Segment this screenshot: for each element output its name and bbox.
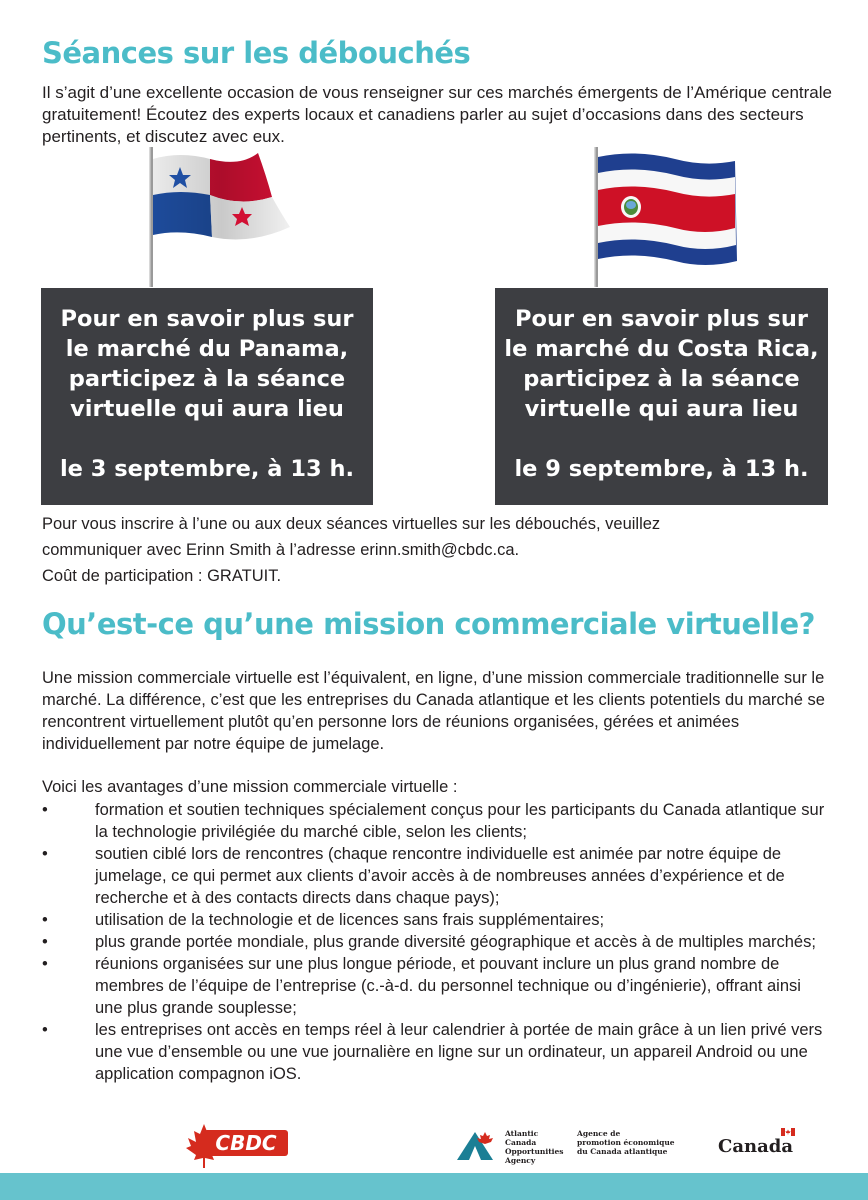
acoa-emblem-icon: [455, 1128, 499, 1162]
list-item: • réunions organisées sur une plus longue période, et pouvant inclure un plus grand nombre de membres de l’équipe de l’entreprise (c.-à-d. du personnel technique ou d’ingénierie), offrant ainsi une plus grande souplesse;: [42, 955, 801, 1017]
panama-line-1: Pour en savoir plus sur: [60, 306, 354, 332]
panama-line-4: virtuelle qui aura lieu: [70, 396, 344, 422]
list-item: • utilisation de la technologie et de licences sans frais supplémentaires;: [42, 911, 605, 929]
advantages-intro: Voici les avantages d’une mission commerciale virtuelle :: [42, 778, 458, 796]
canada-flag-icon: [781, 1128, 795, 1136]
panama-session-date: le 3 septembre, à 13 h.: [59, 456, 355, 482]
cbdc-logo: [184, 1122, 296, 1166]
costa-rica-line-2: le marché du Costa Rica,: [504, 336, 819, 362]
footer-band: [0, 1173, 868, 1200]
panama-session-box: [41, 288, 373, 505]
bullet-icon: •: [42, 955, 48, 973]
registration-cost: Coût de participation : GRATUIT.: [42, 567, 282, 585]
bullet-icon: •: [42, 845, 48, 863]
costa-rica-line-4: virtuelle qui aura lieu: [524, 396, 799, 422]
sponsor-logos: [0, 1118, 868, 1168]
list-item: • formation et soutien techniques spécialement conçus pour les participants du Canada atlantique sur la technologie privilégiée du marché cible, selon les clients;: [42, 801, 825, 841]
list-item: • les entreprises ont accès en temps réel à leur calendrier à portée de main grâce à un lien privé vers une vue d’ensemble ou une vue journalière en ligne sur un ordinateur, un appareil Android ou une application compagnon iOS.: [42, 1021, 823, 1083]
costa-rica-line-1: Pour en savoir plus sur: [515, 306, 808, 332]
canada-wordmark: Canada: [718, 1136, 793, 1157]
panama-line-2: le marché du Panama,: [65, 336, 349, 362]
panama-flag-image: [140, 145, 300, 287]
costa-rica-session-date: le 9 septembre, à 13 h.: [514, 456, 809, 482]
acoa-logo: [455, 1128, 675, 1164]
bullet-icon: •: [42, 801, 48, 819]
costa-rica-line-3: participez à la séance: [523, 366, 800, 392]
bullet-icon: •: [42, 933, 48, 951]
costa-rica-session-box: [495, 288, 828, 505]
acoa-name-en: Atlantic Canada Opportunities Agency: [505, 1129, 564, 1165]
list-item: • soutien ciblé lors de rencontres (chaque rencontre individuelle est animée par notre équipe de jumelage, ce qui permet aux clients d’avoir accès à de nombreuses années d’expérience et de recherche et à des contacts directs dans chaque pays);: [42, 845, 785, 907]
bullet-icon: •: [42, 1021, 48, 1039]
advantages-list: [42, 799, 832, 1085]
list-item: • plus grande portée mondiale, plus grande diversité géographique et accès à de multiples marchés;: [42, 933, 816, 951]
registration-line-2: communiquer avec Erinn Smith à l’adresse erinn.smith@cbdc.ca.: [42, 541, 520, 559]
acoa-name-fr: Agence de promotion économique du Canada atlantique: [577, 1129, 675, 1156]
bullet-icon: •: [42, 911, 48, 929]
registration-line-1: Pour vous inscrire à l’une ou aux deux séances virtuelles sur les débouchés, veuillez: [42, 515, 661, 533]
panama-line-3: participez à la séance: [68, 366, 346, 392]
virtual-mission-description: Une mission commerciale virtuelle est l’équivalent, en ligne, d’une mission commerciale traditionnelle sur le marché. La différence, c’est que les entreprises du Canada atlantique et les clients potentiels du marché se rencontrent virtuellement plutôt qu’en personne lors de réunions organisées, gérées et animées individuellement par notre équipe de jumelage.: [42, 669, 825, 753]
registration-info: [42, 511, 842, 589]
intro-paragraph: Il s’agit d’une excellente occasion de vous renseigner sur ces marchés émergents de l’Amérique centrale gratuitement! Écoutez des experts locaux et canadiens parler au sujet d’occasions dans des secteurs pertinents, et discutez avec eux.: [42, 83, 832, 146]
costa-rica-flag-image: [585, 145, 745, 287]
section-title-virtual-mission: Qu’est-ce qu’une mission commerciale virtuelle?: [42, 607, 815, 641]
section-title-opportunities: Séances sur les débouchés: [42, 36, 471, 70]
cbdc-wordmark: CBDC: [204, 1130, 288, 1156]
